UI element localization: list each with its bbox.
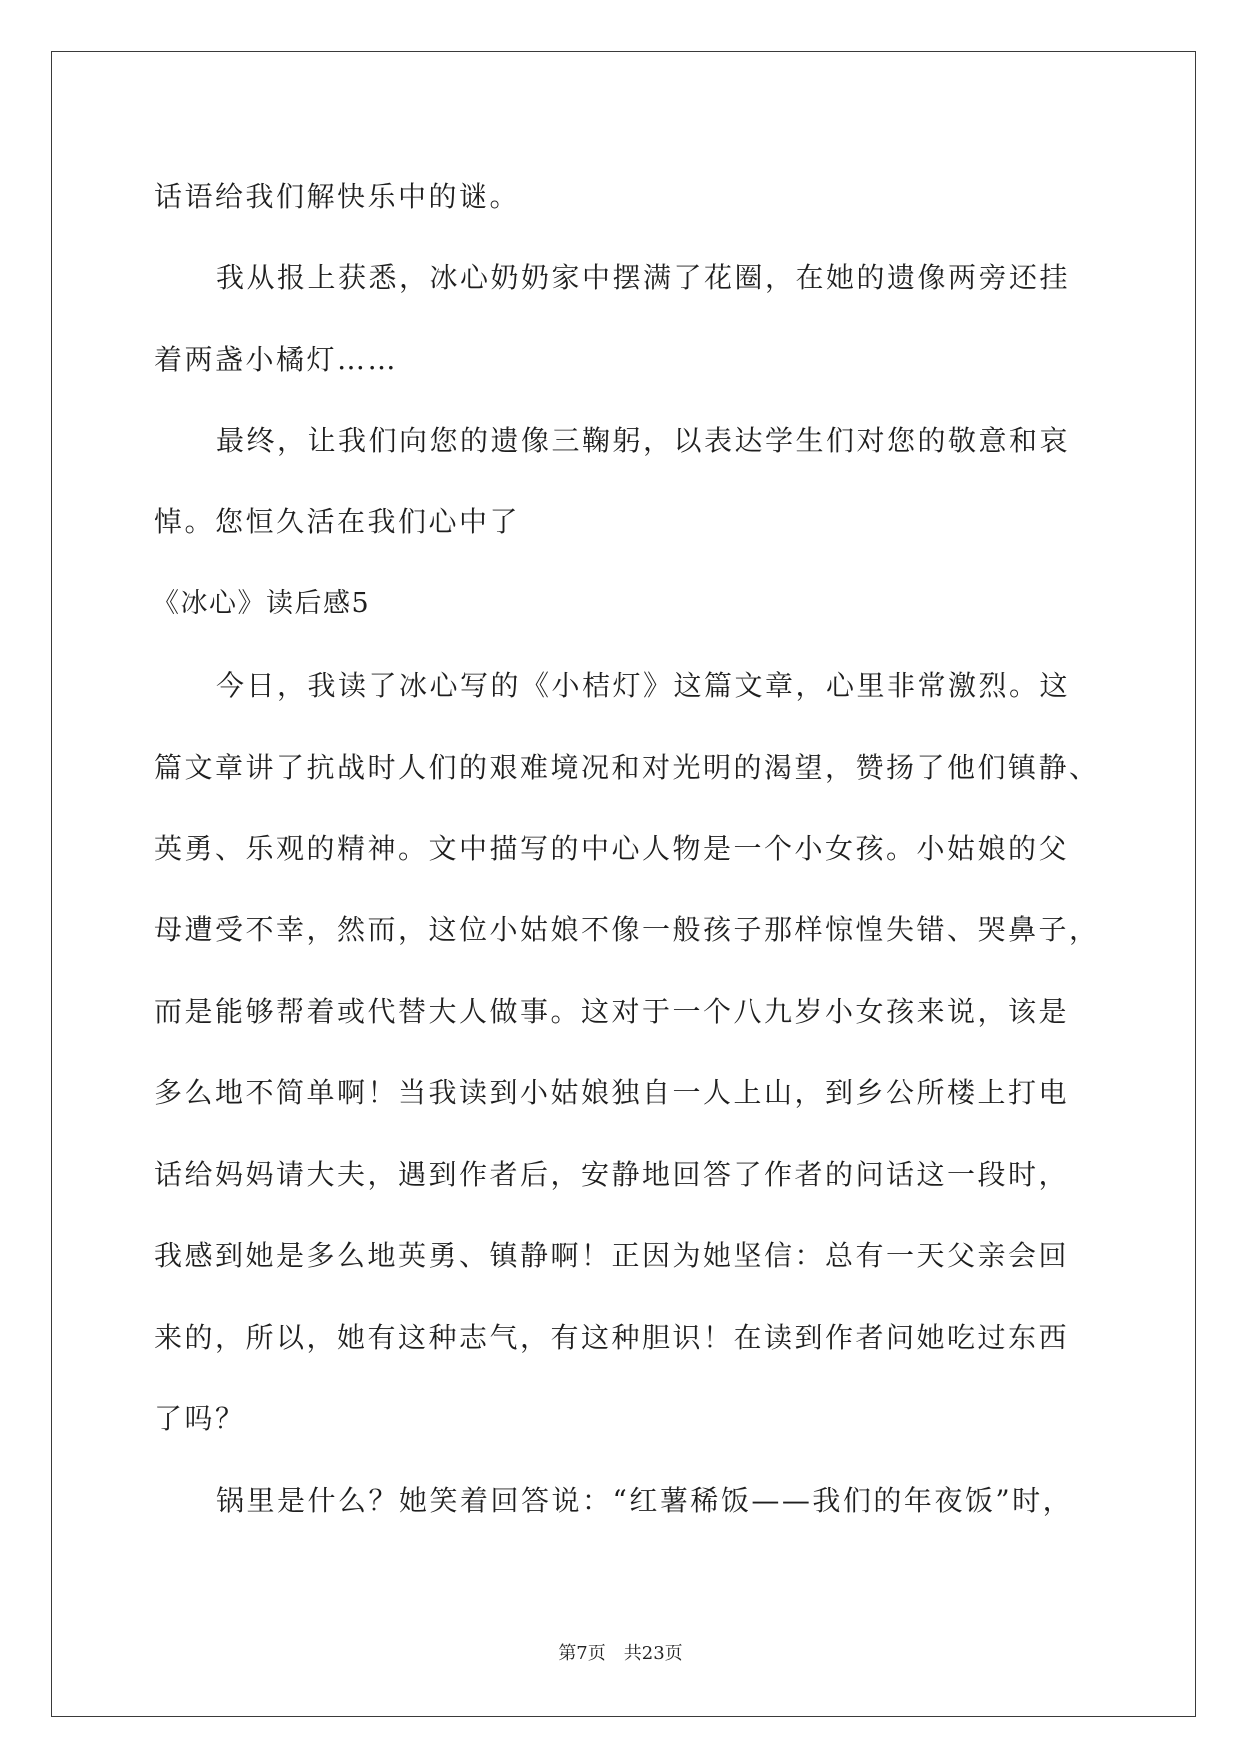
page-number-footer: 第7页 共23页	[558, 1643, 683, 1664]
paragraph-line: 话给妈妈请大夫，遇到作者后，安静地回答了作者的问话这一段时，	[154, 1158, 1070, 1191]
paragraph-line: 而是能够帮着或代替大人做事。这对于一个八九岁小女孩来说，该是	[154, 995, 1070, 1028]
paragraph-line: 母遭受不幸，然而，这位小姑娘不像一般孩子那样惊惶失错、哭鼻子，	[154, 913, 1100, 946]
page-frame	[51, 51, 1196, 1717]
paragraph-line: 我从报上获悉，冰心奶奶家中摆满了花圈，在她的遗像两旁还挂	[216, 261, 1071, 294]
paragraph-line: 话语给我们解快乐中的谜。	[154, 180, 521, 213]
paragraph-line: 我感到她是多么地英勇、镇静啊！正因为她坚信：总有一天父亲会回	[154, 1239, 1070, 1272]
paragraph-line: 今日，我读了冰心写的《小桔灯》这篇文章，心里非常激烈。这	[216, 669, 1071, 702]
paragraph-line: 篇文章讲了抗战时人们的艰难境况和对光明的渴望，赞扬了他们镇静、	[154, 751, 1100, 784]
paragraph-line: 英勇、乐观的精神。文中描写的中心人物是一个小女孩。小姑娘的父	[154, 832, 1070, 865]
paragraph-line: 来的，所以，她有这种志气，有这种胆识！在读到作者问她吃过东西	[154, 1321, 1070, 1354]
paragraph-line: 悼。您恒久活在我们心中了	[154, 505, 521, 538]
paragraph-line: 锅里是什么？她笑着回答说：“红薯稀饭——我们的年夜饭”时，	[216, 1484, 1074, 1517]
paragraph-line: 多么地不简单啊！当我读到小姑娘独自一人上山，到乡公所楼上打电	[154, 1076, 1070, 1109]
paragraph-line: 最终，让我们向您的遗像三鞠躬，以表达学生们对您的敬意和哀	[216, 424, 1071, 457]
paragraph-line: 了吗？	[154, 1402, 246, 1435]
paragraph-line: 着两盏小橘灯……	[154, 343, 399, 376]
section-heading: 《冰心》读后感5	[152, 588, 371, 619]
